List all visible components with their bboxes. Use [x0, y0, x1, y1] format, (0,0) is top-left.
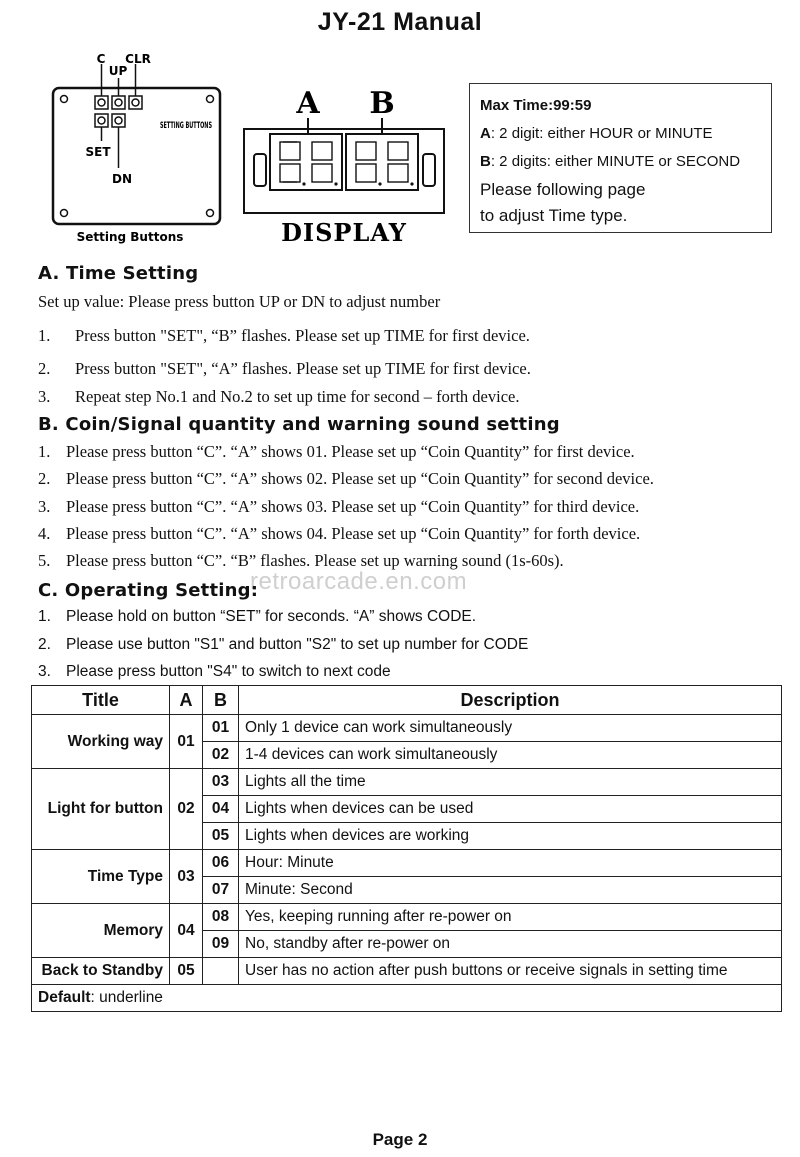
row-code-b: 09	[203, 931, 239, 958]
row-code-a: 05	[170, 958, 203, 985]
step-number: 3.	[38, 663, 51, 680]
section-c-step-2	[38, 636, 528, 654]
section-c-step-3	[38, 663, 391, 681]
row-code-a: 02	[170, 769, 203, 850]
code-settings-table	[31, 685, 782, 1012]
row-title: Working way	[32, 715, 170, 769]
default-note	[32, 985, 782, 1012]
section-a-intro: Set up value: Please press button UP or DN to adjust number	[38, 292, 441, 311]
row-code-b: 01	[203, 715, 239, 742]
row-code-b: 06	[203, 850, 239, 877]
info-line-3: Please following page	[480, 180, 646, 199]
row-description: User has no action after push buttons or receive signals in setting time	[239, 958, 782, 985]
row-code-b: 04	[203, 796, 239, 823]
set-label: SET	[85, 145, 111, 159]
max-time-line: Max Time:99:59	[480, 97, 592, 114]
info-a-key: A	[480, 125, 491, 142]
row-title: Back to Standby	[32, 958, 170, 985]
max-time-info-box	[469, 83, 772, 233]
row-description: 1-4 devices can work simultaneously	[239, 742, 782, 769]
section-b-heading: B. Coin/Signal quantity and warning sound setting	[38, 414, 560, 435]
info-line-4: to adjust Time type.	[480, 206, 628, 225]
row-code-a: 04	[170, 904, 203, 958]
section-a-step-1	[38, 326, 530, 346]
info-b-key: B	[480, 153, 491, 170]
step-number: 1.	[38, 608, 51, 625]
info-a-text: : 2 digit: either HOUR or MINUTE	[490, 125, 713, 142]
display-label-b: B	[369, 86, 395, 121]
section-c-step-1	[38, 608, 476, 626]
watermark: retroarcade.en.com	[250, 568, 468, 595]
row-code-a: 01	[170, 715, 203, 769]
table-row	[32, 769, 782, 796]
table-row	[32, 904, 782, 931]
info-a-line	[480, 120, 761, 148]
up-label: UP	[108, 64, 128, 78]
row-code-b: 07	[203, 877, 239, 904]
clr-label: CLR	[125, 52, 151, 66]
step-text: Please press button “C”. “A” shows 02. Please set up “Coin Quantity” for second device.	[66, 469, 654, 488]
led-display	[244, 86, 444, 247]
row-code-b: 05	[203, 823, 239, 850]
c-button-icon	[95, 96, 108, 109]
step-text: Please press button “C”. “A” shows 01. Please set up “Coin Quantity” for first device.	[66, 442, 635, 461]
step-text: Press button "SET", “B” flashes. Please set up TIME for first device.	[75, 326, 530, 345]
section-a-heading: A. Time Setting	[38, 263, 199, 284]
step-number: 1.	[38, 442, 51, 461]
row-title: Light for button	[32, 769, 170, 850]
row-title: Memory	[32, 904, 170, 958]
dn-label: DN	[111, 172, 133, 186]
step-text: Please use button "S1" and button "S2" to set up number for CODE	[66, 636, 529, 653]
row-description: Lights all the time	[239, 769, 782, 796]
step-number: 2.	[38, 469, 51, 488]
section-b-step-4	[38, 524, 640, 544]
row-title: Time Type	[32, 850, 170, 904]
table-row	[32, 958, 782, 985]
page-number: Page 2	[372, 1130, 428, 1149]
step-text: Press button "SET", “A” flashes. Please set up TIME for first device.	[75, 359, 531, 378]
step-number: 3.	[38, 387, 51, 406]
clr-button-icon	[129, 96, 142, 109]
step-number: 4.	[38, 524, 51, 543]
step-text: Please press button “C”. “A” shows 03. Please set up “Coin Quantity” for third device.	[66, 497, 640, 516]
row-description: Lights when devices are working	[239, 823, 782, 850]
step-text: Please press button "S4" to switch to next code	[66, 663, 391, 680]
setting-button-panel	[53, 52, 220, 244]
panel-caption: Setting Buttons	[76, 230, 184, 244]
row-code-a: 03	[170, 850, 203, 904]
section-b-step-2	[38, 469, 654, 489]
row-code-b	[203, 958, 239, 985]
section-c-heading: C. Operating Setting:	[38, 580, 259, 601]
display-label-a: A	[296, 86, 320, 121]
section-a-step-2	[38, 359, 531, 379]
row-description: Minute: Second	[239, 877, 782, 904]
step-text: Please press button “C”. “A” shows 04. Please set up “Coin Quantity” for forth device.	[66, 524, 641, 543]
document-title: JY-21 Manual	[317, 8, 483, 36]
section-b-step-1	[38, 442, 635, 462]
step-text: Repeat step No.1 and No.2 to set up time for second – forth device.	[75, 387, 520, 406]
set-button-icon	[95, 114, 108, 127]
default-text: : underline	[90, 989, 163, 1006]
table-footer-row	[32, 985, 782, 1012]
row-code-b: 08	[203, 904, 239, 931]
header-b: B	[203, 686, 239, 715]
row-code-b: 03	[203, 769, 239, 796]
c-label: C	[96, 52, 106, 66]
default-key: Default	[38, 989, 91, 1006]
step-number: 5.	[38, 551, 51, 570]
step-text: Please press button “C”. “B” flashes. Please set up warning sound (1s-60s).	[66, 551, 564, 570]
step-number: 1.	[38, 326, 51, 345]
step-number: 2.	[38, 359, 51, 378]
row-description: Hour: Minute	[239, 850, 782, 877]
step-number: 2.	[38, 636, 51, 653]
table-header-row	[32, 686, 782, 715]
row-description: No, standby after re-power on	[239, 931, 782, 958]
row-description: Lights when devices can be used	[239, 796, 782, 823]
up-button-icon	[112, 96, 125, 109]
row-description: Only 1 device can work simultaneously	[239, 715, 782, 742]
table-row	[32, 715, 782, 742]
row-description: Yes, keeping running after re-power on	[239, 904, 782, 931]
section-b-step-3	[38, 497, 639, 517]
step-text: Please hold on button “SET” for seconds. “A” shows CODE.	[66, 608, 477, 625]
setting-buttons-tag: SETTING BUTTONS	[160, 121, 212, 131]
header-description: Description	[239, 686, 782, 715]
dn-button-icon	[112, 114, 125, 127]
section-a-step-3	[38, 387, 519, 407]
info-b-text: : 2 digits: either MINUTE or SECOND	[490, 153, 741, 170]
display-caption: DISPLAY	[281, 218, 407, 247]
row-code-b: 02	[203, 742, 239, 769]
info-b-line	[480, 148, 761, 176]
step-number: 3.	[38, 497, 51, 516]
table-row	[32, 850, 782, 877]
header-a: A	[170, 686, 203, 715]
header-title: Title	[32, 686, 170, 715]
